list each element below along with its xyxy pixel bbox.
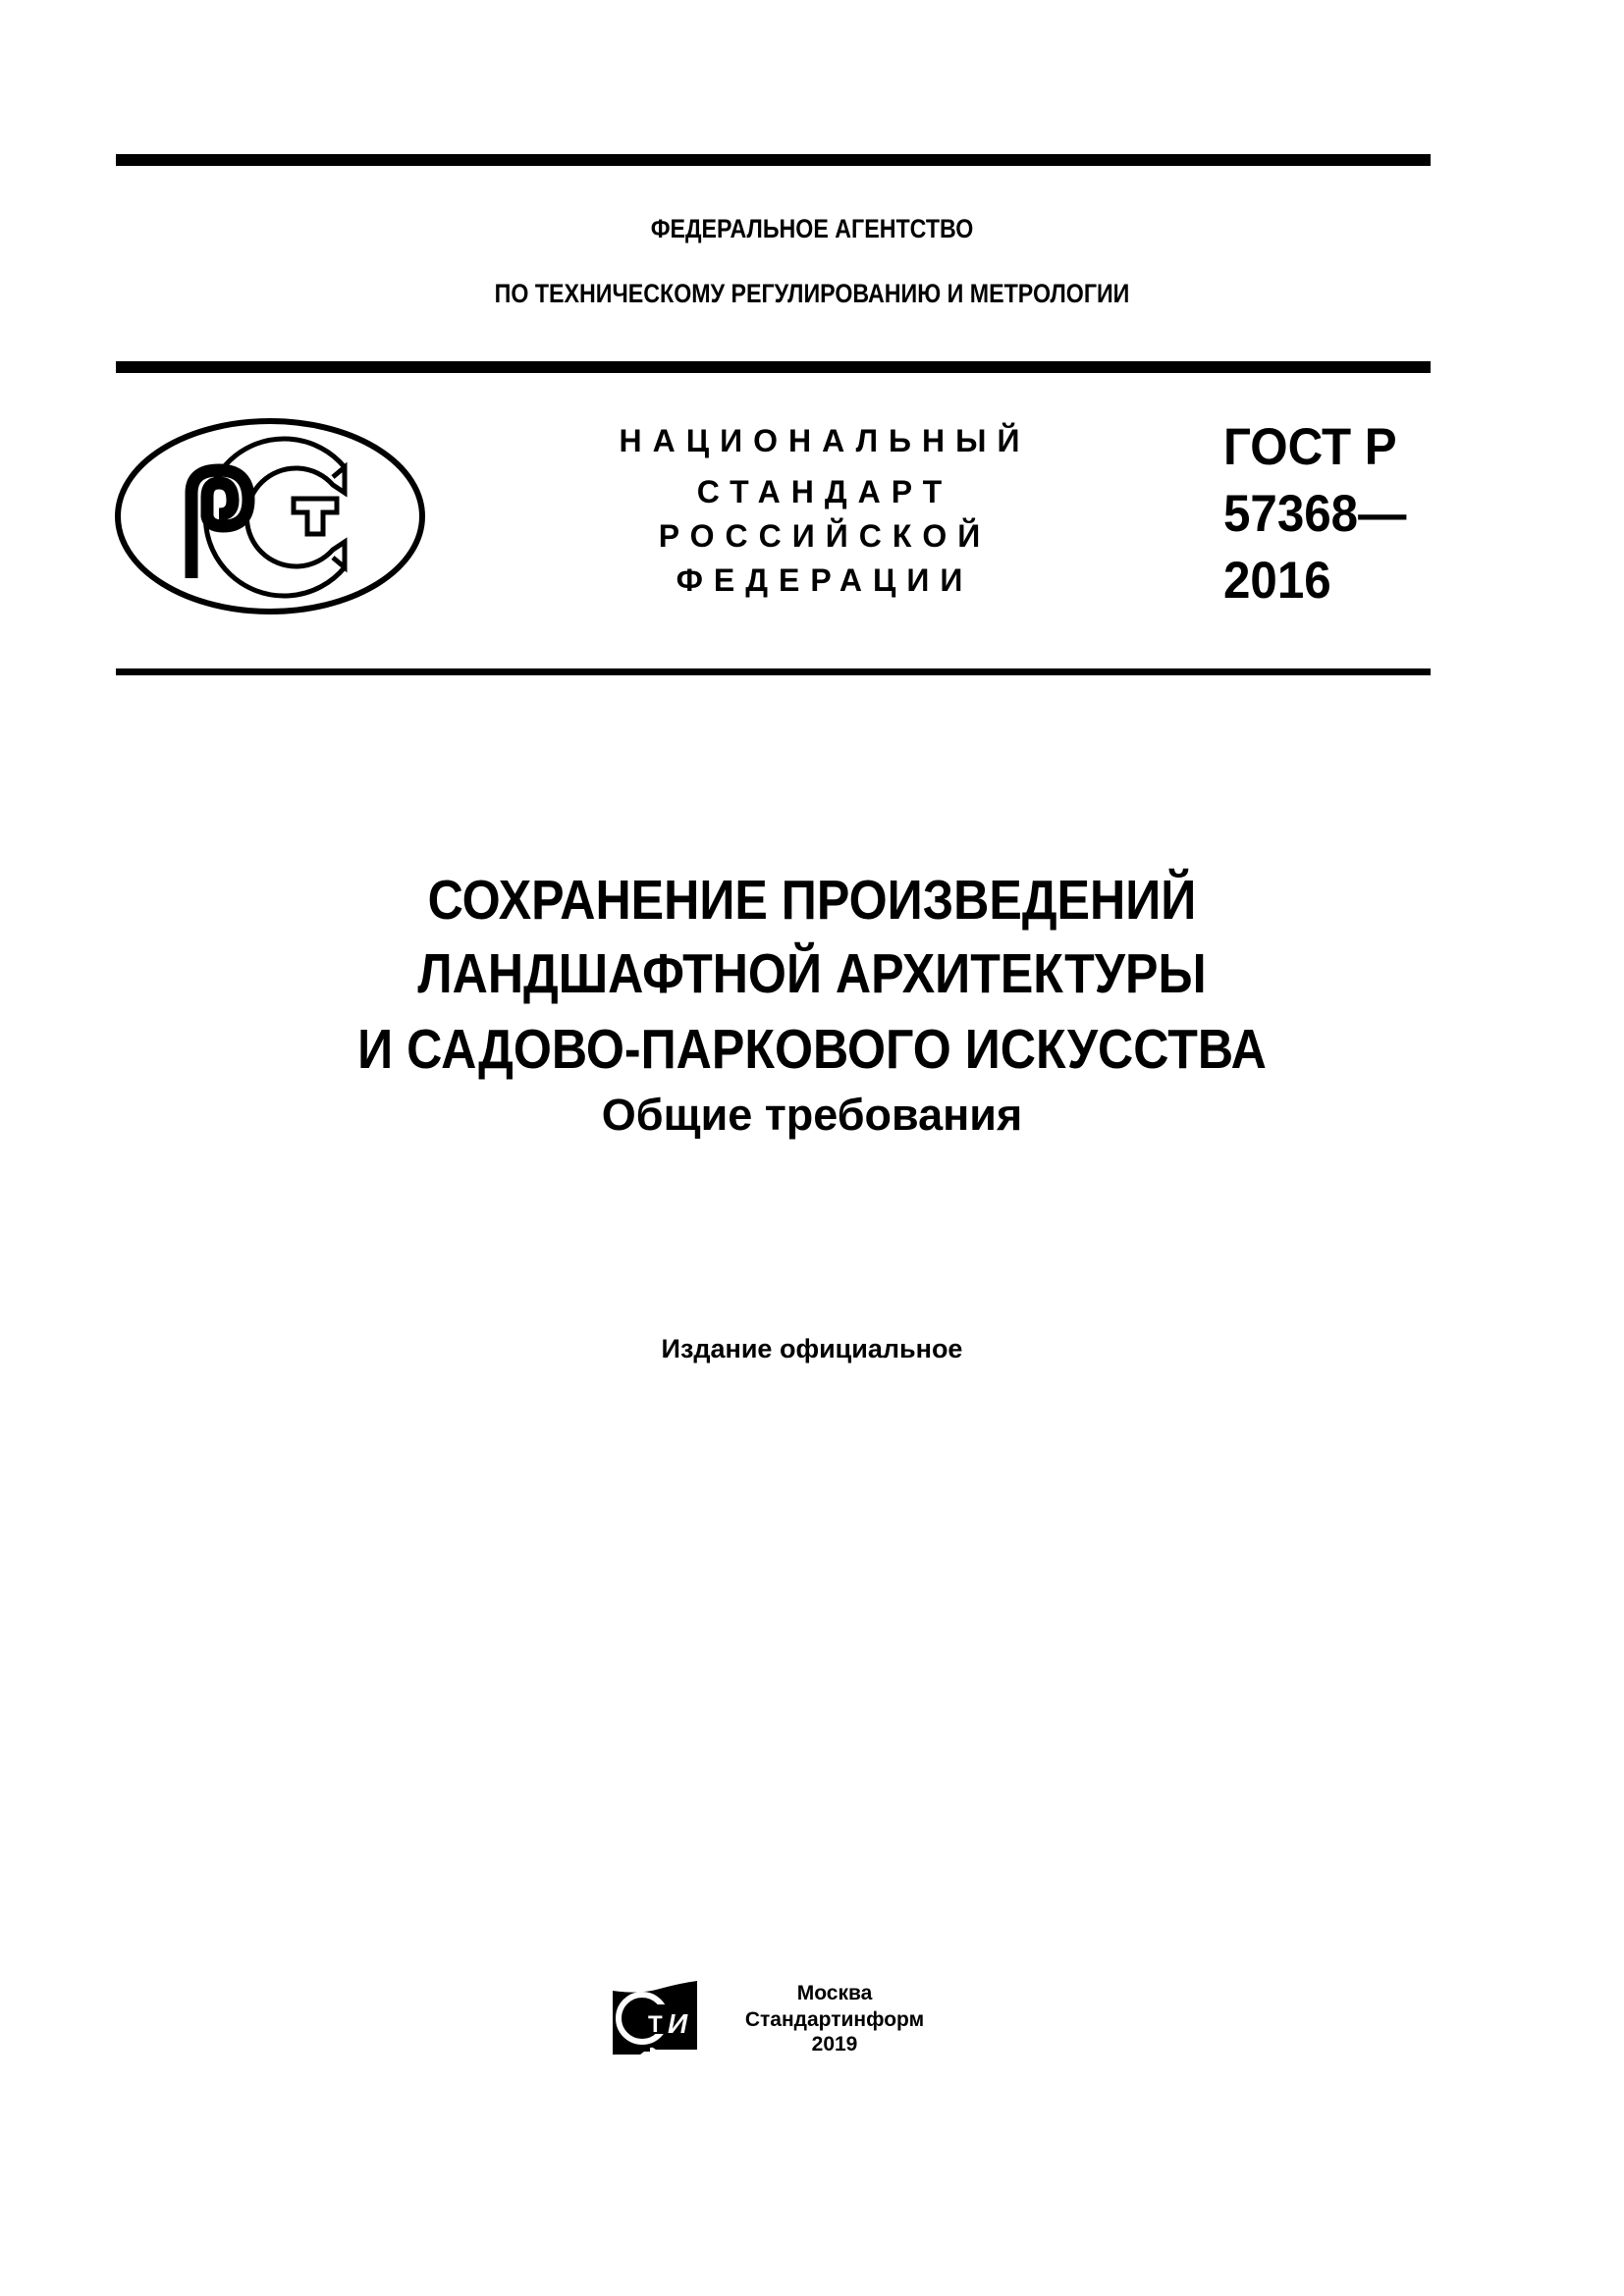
svg-text:Т: Т xyxy=(648,2011,663,2038)
national-standard-line2: СТАНДАРТ xyxy=(696,474,953,509)
publisher-logo xyxy=(611,1981,703,2056)
publisher-city: Москва xyxy=(796,1982,873,2004)
national-standard-line1: НАЦИОНАЛЬНЫЙ xyxy=(619,423,1031,458)
gost-designation-line1: ГОСТ Р xyxy=(1223,418,1397,476)
rst-certification-mark-icon xyxy=(113,416,429,618)
national-standard-line4: ФЕДЕРАЦИИ xyxy=(676,562,974,598)
title-line1: СОХРАНЕНИЕ ПРОИЗВЕДЕНИЙ xyxy=(427,869,1197,932)
standartinform-sti-logo-icon xyxy=(611,1981,703,2056)
header-divider-rule xyxy=(116,361,1431,373)
title-line2: ЛАНДШАФТНОЙ АРХИТЕКТУРЫ xyxy=(417,942,1207,1005)
rst-logo xyxy=(113,416,429,618)
title-line3: И САДОВО-ПАРКОВОГО ИСКУССТВА xyxy=(357,1018,1267,1081)
standard-block-bottom-rule xyxy=(116,668,1431,675)
gost-designation-line2: 57368— xyxy=(1223,485,1407,543)
publisher-name: Стандартинформ xyxy=(744,2008,925,2031)
document-subtitle: Общие требования xyxy=(601,1090,1023,1140)
agency-name-line1: ФЕДЕРАЛЬНОЕ АГЕНТСТВО xyxy=(650,214,974,243)
top-rule xyxy=(116,154,1431,166)
svg-text:И: И xyxy=(668,2008,688,2039)
agency-name-line2: ПО ТЕХНИЧЕСКОМУ РЕГУЛИРОВАНИЮ И МЕТРОЛОГИИ xyxy=(494,279,1130,308)
national-standard-line3: РОССИЙСКОЙ xyxy=(658,518,992,554)
publication-year: 2019 xyxy=(811,2033,858,2056)
gost-designation-line3: 2016 xyxy=(1223,552,1331,610)
edition-label: Издание официальное xyxy=(661,1334,963,1363)
